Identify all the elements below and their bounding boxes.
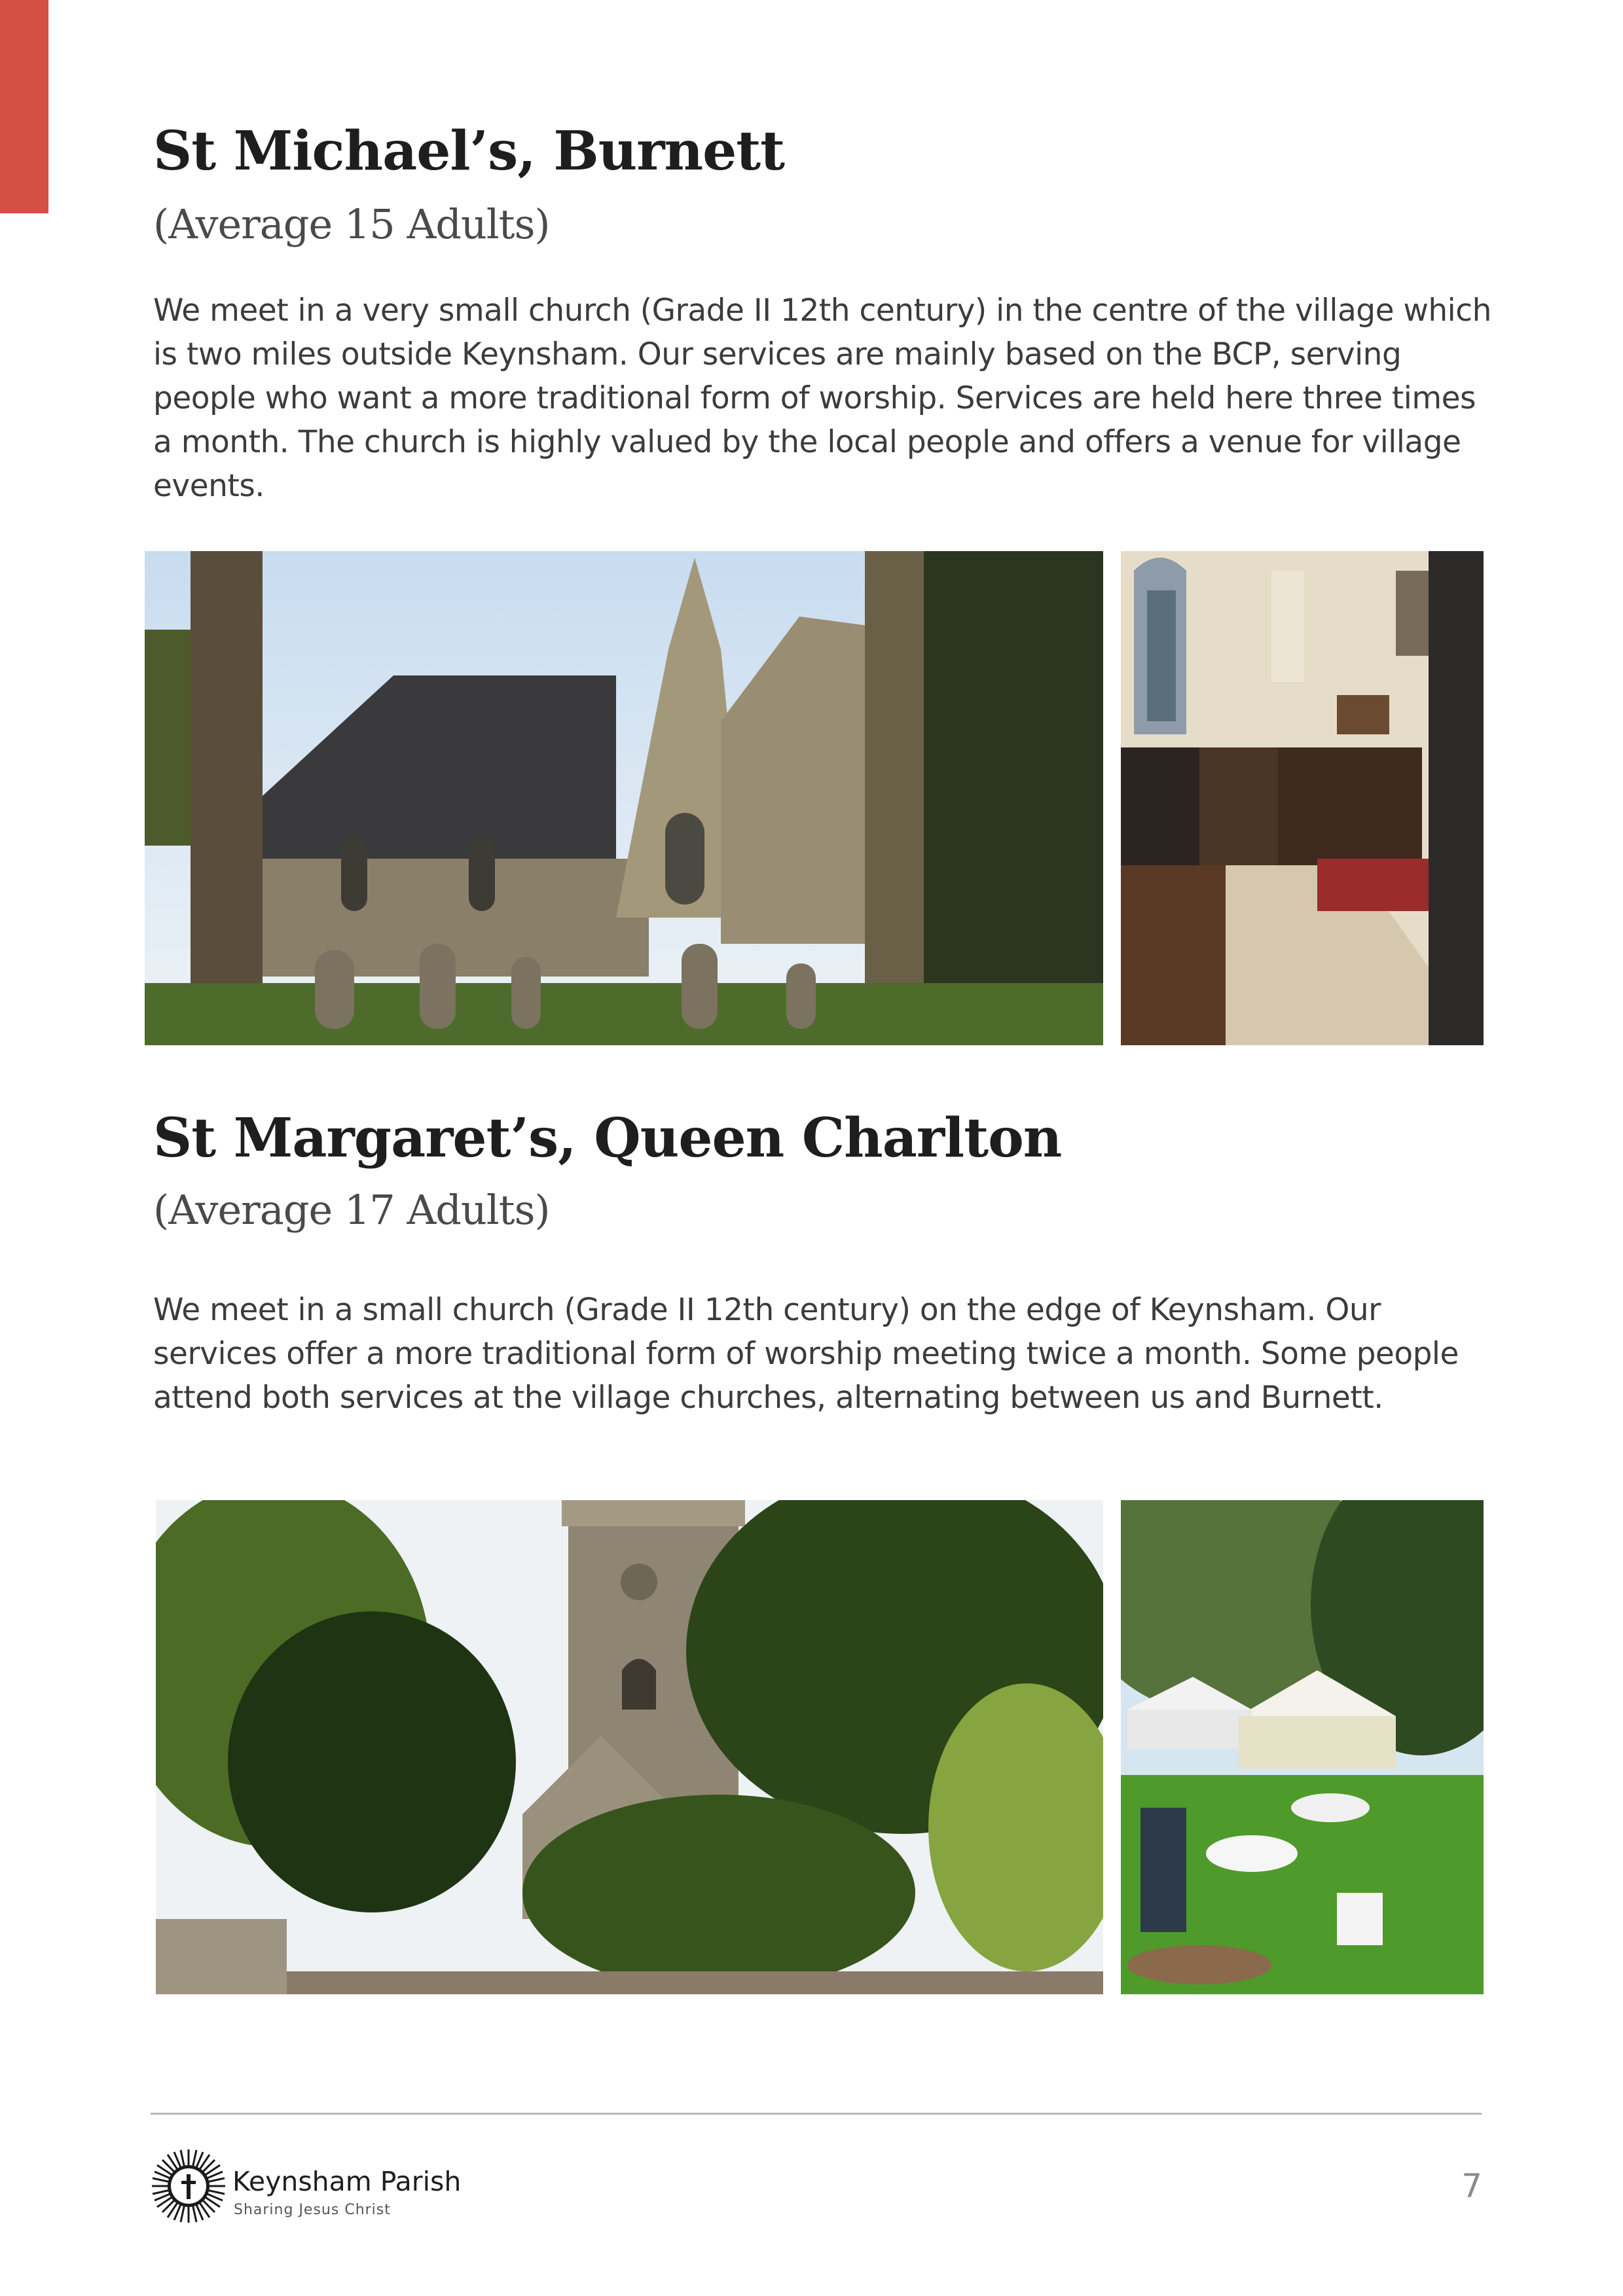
footer-parish-name: Keynsham Parish: [232, 2166, 462, 2197]
section-subtitle-queen-charlton: (Average 17 Adults): [153, 1186, 550, 1234]
burnett-church-exterior-photo: [145, 551, 1103, 1045]
queen-charlton-garden-event-photo: [1121, 1500, 1484, 1994]
page-number: 7: [1461, 2167, 1482, 2205]
sunburst-cross-logo-icon: [149, 2147, 228, 2225]
section-subtitle-burnett: (Average 15 Adults): [153, 200, 550, 248]
section-body-queen-charlton: We meet in a small church (Grade II 12th century) on the edge of Keynsham. Our services offer a more traditional form of worship meeting twice a month. Some people attend both services at the village churches, alternating between us and Burnett.: [153, 1292, 1459, 1416]
footer-divider: [151, 2113, 1482, 2115]
burnett-church-interior-photo: [1121, 551, 1484, 1045]
section-title-burnett: St Michael’s, Burnett: [153, 120, 785, 183]
section-title-queen-charlton: St Margaret’s, Queen Charlton: [153, 1107, 1062, 1170]
queen-charlton-church-exterior-photo: [156, 1500, 1103, 1994]
section-body-burnett: We meet in a very small church (Grade II 12th century) in the centre of the village which is two miles outside Keynsham. Our services are mainly based on the BCP, serving people who want a more traditional form of worship. Services are held here three times a month. The church is highly valued by the local people and offers a venue for village events.: [153, 293, 1491, 504]
accent-tab: [0, 0, 48, 213]
footer-tagline: Sharing Jesus Christ: [234, 2202, 391, 2218]
